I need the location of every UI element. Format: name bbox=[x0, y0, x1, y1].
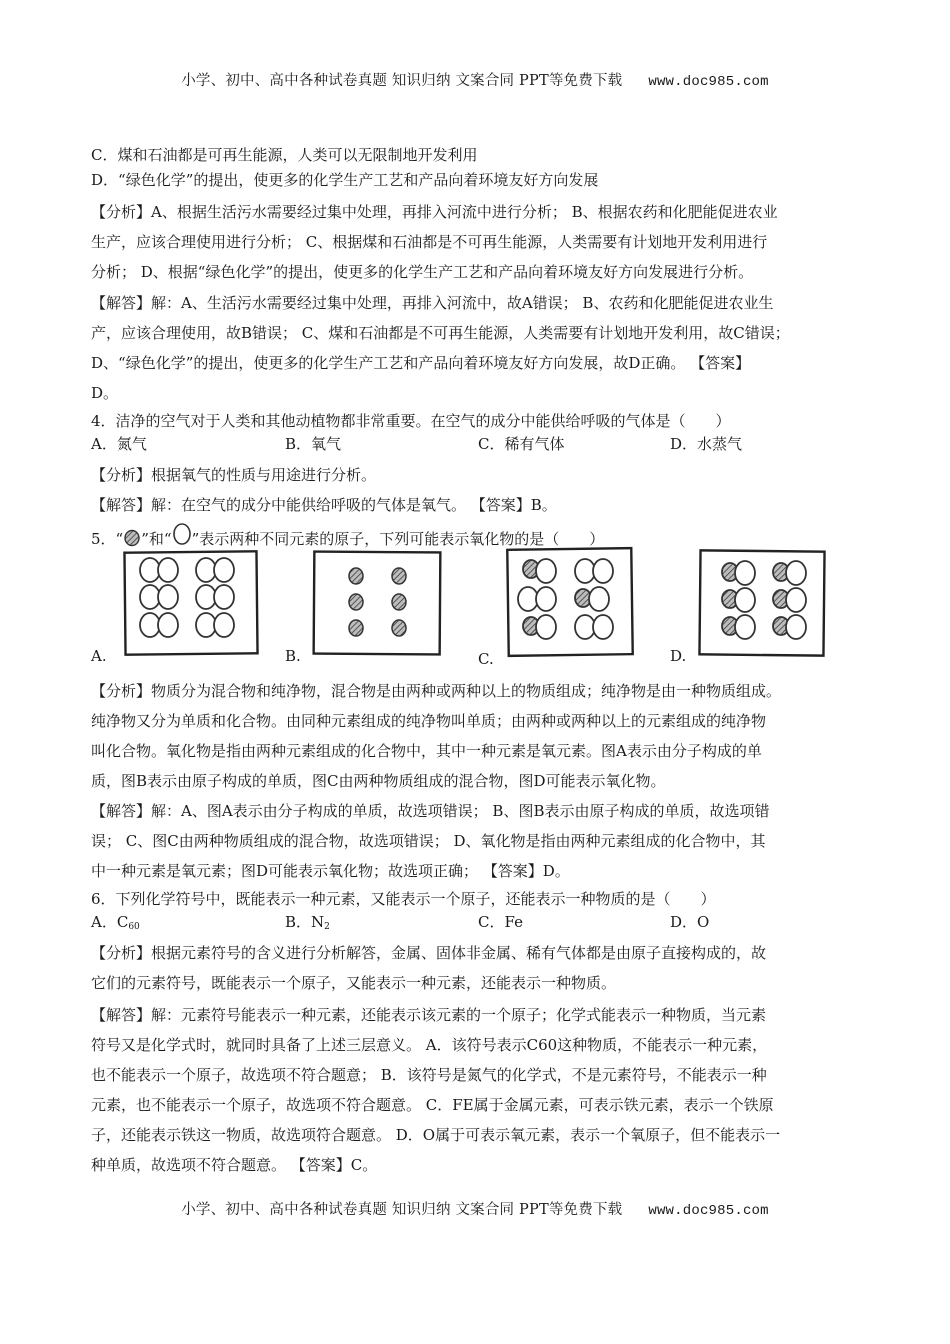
hatched-atom-icon bbox=[123, 529, 141, 547]
q3-analysis-line: 生产，应该合理使用进行分析； C、根据煤和石油都是不可再生能源，人类需要有计划地开发利用进行 bbox=[91, 233, 768, 251]
q6-stem: 6．下列化学符号中，既能表示一种元素，又能表示一个原子，还能表示一种物质的是（ ） bbox=[91, 890, 716, 908]
q6-option-b bbox=[285, 913, 330, 936]
q4-option-a: A．氮气 bbox=[91, 435, 147, 453]
q6-solution-line: 也不能表示一个原子，故选项不符合题意； B．该符号是氮气的化学式，不是元素符号，不能表示一种 bbox=[91, 1066, 767, 1084]
q3-option-c: C．煤和石油都是可再生能源，人类可以无限制地开发利用 bbox=[91, 146, 478, 164]
figure-b-label: B. bbox=[285, 647, 301, 665]
header-text: 小学、初中、高中各种试卷真题 知识归纳 文案合同 PPT等免费下载 bbox=[181, 73, 623, 89]
q5-stem bbox=[91, 522, 604, 548]
q6-solution-line: 元素，也不能表示一个原子，故选项不符合题意。 C．FE属于金属元素，可表示铁元素，表示一个铁原 bbox=[91, 1096, 774, 1114]
q6-solution-line: 子，还能表示铁这一物质，故选项符合题意。 D．O属于可表示氧元素，表示一个氧原子，但不能表示一 bbox=[91, 1126, 781, 1144]
figure-a-label: A. bbox=[91, 647, 107, 665]
q6-option-b-sub: 2 bbox=[324, 922, 330, 932]
q6-option-a-text: A．C bbox=[91, 913, 129, 931]
q6-analysis-line: 它们的元素符号，既能表示一个原子，又能表示一种元素，还能表示一种物质。 bbox=[91, 974, 617, 992]
q5-analysis-line: 纯净物又分为单质和化合物。由同种元素组成的纯净物叫单质；由两种或两种以上的元素组成的纯净物 bbox=[91, 712, 767, 730]
q3-analysis-line: 分析； D、根据“绿色化学”的提出，使更多的化学生产工艺和产品向着环境友好方向发展进行分析。 bbox=[91, 263, 754, 281]
q6-option-a-sub: 60 bbox=[128, 922, 140, 932]
page-header bbox=[0, 69, 950, 90]
q3-analysis-line: 【分析】A、根据生活污水需要经过集中处理，再排入河流中进行分析； B、根据农药和化肥能促进农业 bbox=[91, 203, 778, 221]
figure-d-label: D. bbox=[670, 647, 687, 665]
figure-c bbox=[505, 546, 635, 660]
q5-analysis-line: 【分析】物质分为混合物和纯净物，混合物是由两种或两种以上的物质组成；纯净物是由一种物质组成。 bbox=[91, 682, 782, 700]
figure-d bbox=[697, 548, 827, 660]
q6-option-c bbox=[478, 913, 523, 931]
q4-solution: 【解答】解：在空气的成分中能供给呼吸的气体是氧气。 【答案】B。 bbox=[91, 496, 557, 514]
q6-option-d bbox=[670, 913, 709, 931]
q6-solution-line: 种单质，故选项不符合题意。 【答案】C。 bbox=[91, 1156, 378, 1174]
q5-stem-prefix: 5．“ bbox=[91, 530, 124, 548]
q6-solution-line: 符号又是化学式时，就同时具备了上述三层意义。 A．该符号表示C60这种物质，不能表示一种元素， bbox=[91, 1036, 768, 1054]
footer-text: 小学、初中、高中各种试卷真题 知识归纳 文案合同 PPT等免费下载 bbox=[181, 1202, 623, 1218]
footer-url[interactable]: www.doc985.com bbox=[648, 1203, 769, 1219]
q5-stem-mid: ”和“ bbox=[141, 530, 172, 548]
q6-option-b-text: B．N bbox=[285, 913, 325, 931]
q5-stem-suffix: ”表示两种不同元素的原子，下列可能表示氧化物的是（ ） bbox=[191, 530, 605, 548]
q6-solution-line: 【解答】解：元素符号能表示一种元素，还能表示该元素的一个原子；化学式能表示一种物质，当元素 bbox=[91, 1006, 767, 1024]
figure-c-label: C. bbox=[478, 650, 494, 668]
q4-analysis: 【分析】根据氧气的性质与用途进行分析。 bbox=[91, 466, 377, 484]
q6-option-d-text: D．O bbox=[670, 913, 710, 931]
q5-analysis-line: 叫化合物。氧化物是指由两种元素组成的化合物中，其中一种元素是氧元素。图A表示由分子构成的单 bbox=[91, 742, 762, 760]
q3-solution-line: 【解答】解：A、生活污水需要经过集中处理，再排入河流中，故A错误； B、农药和化肥能促进农业生 bbox=[91, 294, 774, 312]
q5-solution-line: 【解答】解：A、图A表示由分子构成的单质，故选项错误； B、图B表示由原子构成的单质，故选项错 bbox=[91, 802, 770, 820]
q6-option-c-text: C．Fe bbox=[478, 913, 523, 931]
q4-option-d: D．水蒸气 bbox=[670, 435, 743, 453]
page-footer bbox=[0, 1198, 950, 1219]
open-atom-icon bbox=[172, 522, 192, 546]
q3-solution-line: D、“绿色化学”的提出，使更多的化学生产工艺和产品向着环境友好方向发展，故D正确。 【答案】 bbox=[91, 354, 751, 372]
q5-solution-line: 误； C、图C由两种物质组成的混合物，故选项错误； D、氧化物是指由两种元素组成的化合物中，其 bbox=[91, 832, 766, 850]
q4-option-c: C．稀有气体 bbox=[478, 435, 565, 453]
q3-solution-line: D。 bbox=[91, 384, 119, 402]
header-url[interactable]: www.doc985.com bbox=[648, 74, 769, 90]
q6-option-a bbox=[91, 913, 140, 936]
figure-a bbox=[123, 548, 261, 658]
q3-option-d: D．“绿色化学”的提出，使更多的化学生产工艺和产品向着环境友好方向发展 bbox=[91, 171, 599, 189]
figure-b bbox=[312, 548, 444, 658]
q4-stem: 4．洁净的空气对于人类和其他动植物都非常重要。在空气的成分中能供给呼吸的气体是（ ） bbox=[91, 412, 731, 430]
q4-option-b: B．氧气 bbox=[285, 435, 342, 453]
q5-solution-line: 中一种元素是氧元素；图D可能表示氧化物；故选项正确； 【答案】D。 bbox=[91, 862, 570, 880]
q5-analysis-line: 质，图B表示由原子构成的单质，图C由两种物质组成的混合物，图D可能表示氧化物。 bbox=[91, 772, 666, 790]
q6-analysis-line: 【分析】根据元素符号的含义进行分析解答，金属、固体非金属、稀有气体都是由原子直接构成的，故 bbox=[91, 944, 767, 962]
q3-solution-line: 产，应该合理使用，故B错误； C、煤和石油都是不可再生能源，人类需要有计划地开发利用，故C错误； bbox=[91, 324, 790, 342]
